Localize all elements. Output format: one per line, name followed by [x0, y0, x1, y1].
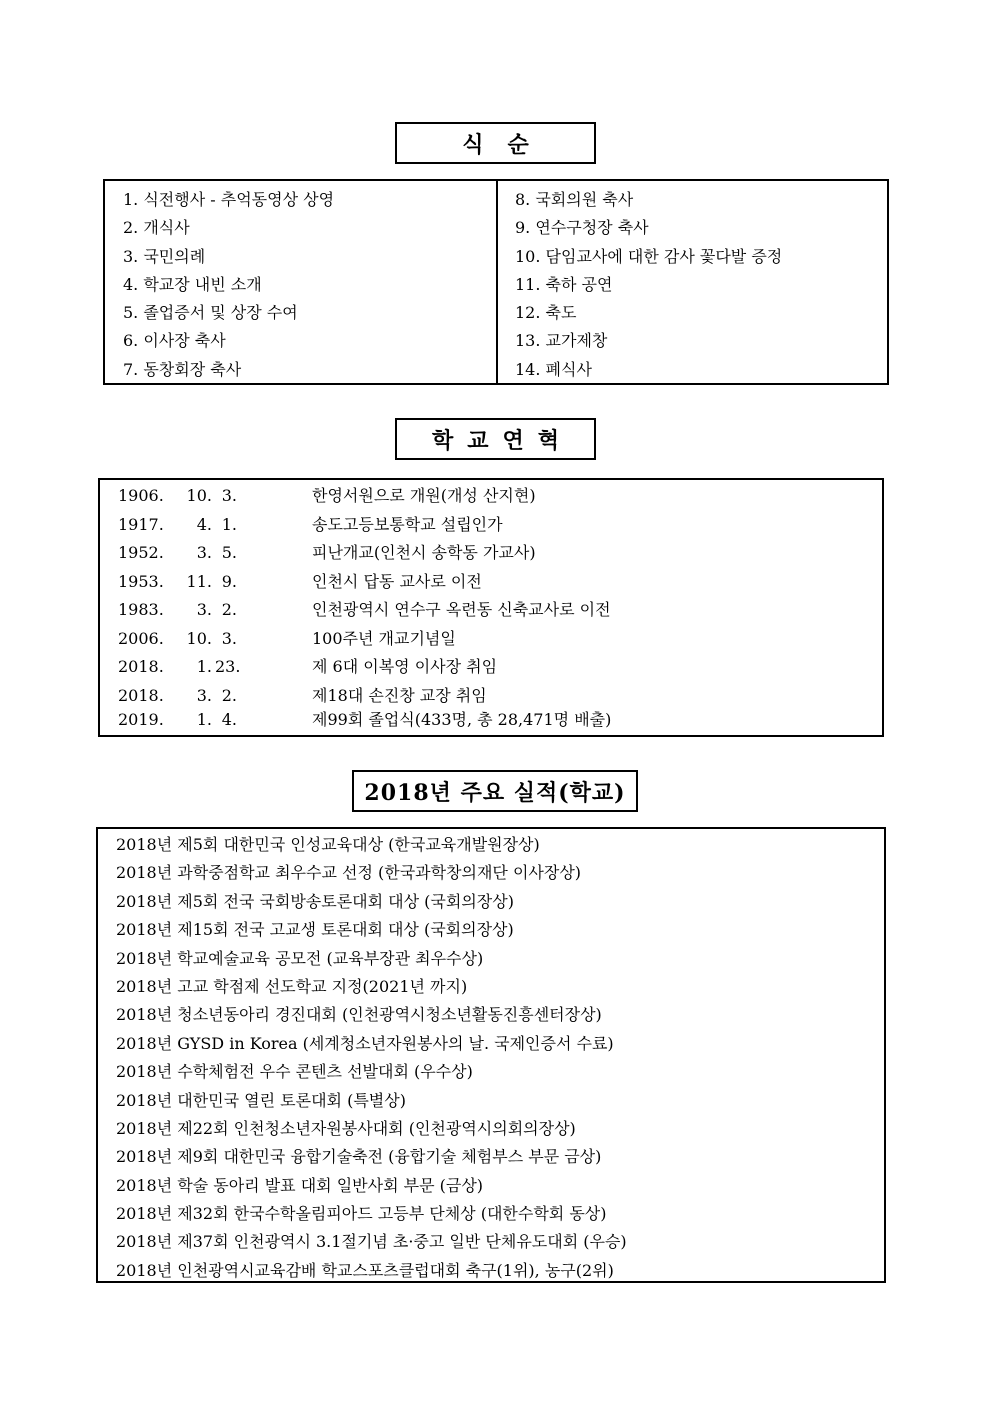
achievement-item: 2018년 제22회 인천청소년자원봉사대회 (인천광역시의회의장상)	[116, 1118, 576, 1138]
history-day: 23.	[215, 657, 241, 676]
ceremony-item: 6. 이사장 축사	[123, 331, 226, 351]
ceremony-item: 11. 축하 공연	[515, 274, 613, 294]
history-month: 3.	[196, 543, 212, 562]
achievements-list	[116, 831, 627, 1285]
history-event: 인천시 답동 교사로 이전	[312, 571, 482, 591]
history-day: 1.	[221, 514, 237, 534]
history-year: 1906.	[118, 486, 164, 505]
ceremony-order-table	[103, 179, 889, 385]
ceremony-title: 식순	[395, 122, 596, 164]
history-year: 2019.	[118, 710, 164, 729]
achievement-item: 2018년 청소년동아리 경진대회 (인천광역시청소년활동진흥센터장상)	[116, 1005, 602, 1025]
history-month: 11.	[186, 571, 212, 591]
history-day: 2.	[221, 685, 237, 705]
history-year: 2018.	[118, 685, 164, 705]
history-table	[98, 478, 884, 737]
ceremony-item: 9. 연수구청장 축사	[515, 218, 649, 238]
history-event: 피난개교(인천시 송학동 가교사)	[312, 543, 536, 562]
ceremony-item: 1. 식전행사 - 추억동영상 상영	[123, 190, 335, 209]
history-event: 한영서원으로 개원(개성 산지현)	[312, 486, 536, 505]
history-year: 1917.	[118, 514, 164, 534]
history-event: 제99회 졸업식(433명, 총 28,471명 배출)	[312, 710, 612, 729]
history-event: 송도고등보통학교 설립인가	[312, 514, 503, 534]
achievement-item: 2018년 제5회 대한민국 인성교육대상 (한국교육개발원장상)	[116, 835, 540, 854]
history-event: 제18대 손진창 교장 취임	[312, 685, 487, 705]
ceremony-item: 8. 국회의원 축사	[515, 190, 634, 209]
history-day: 4.	[221, 710, 237, 729]
column-divider	[496, 181, 498, 383]
history-event: 인천광역시 연수구 옥련동 신축교사로 이전	[312, 600, 611, 619]
achievement-item: 2018년 인천광역시교육감배 학교스포츠클럽대회 축구(1위), 농구(2위)	[116, 1260, 614, 1280]
ceremony-item: 13. 교가제창	[515, 331, 608, 351]
history-year: 1983.	[118, 600, 164, 619]
history-month: 1.	[196, 657, 212, 676]
achievement-item: 2018년 학술 동아리 발표 대회 일반사회 부문 (금상)	[116, 1175, 484, 1195]
ceremony-left-column	[123, 186, 334, 384]
history-title: 학교연혁	[395, 418, 596, 460]
ceremony-item: 14. 폐식사	[515, 359, 592, 379]
history-month: 3.	[196, 600, 212, 619]
achievement-item: 2018년 GYSD in Korea (세계청소년자원봉사의 날. 국제인증서 수료)	[116, 1033, 614, 1053]
ceremony-item: 10. 담임교사에 대한 감사 꽃다발 증정	[515, 246, 783, 266]
history-event: 제 6대 이복영 이사장 취임	[312, 657, 498, 676]
achievement-item: 2018년 대한민국 열린 토론대회 (특별상)	[116, 1090, 406, 1110]
ceremony-item: 7. 동창회장 축사	[123, 359, 242, 379]
history-day: 3.	[221, 628, 237, 648]
achievement-item: 2018년 제15회 전국 고교생 토론대회 대상 (국회의장상)	[116, 920, 514, 940]
achievement-item: 2018년 제32회 한국수학올림피아드 고등부 단체상 (대한수학회 동상)	[116, 1204, 607, 1224]
history-month: 10.	[186, 628, 212, 648]
history-day: 2.	[221, 600, 237, 619]
history-month: 3.	[196, 685, 212, 705]
achievement-item: 2018년 제9회 대한민국 융합기술축전 (융합기술 체험부스 부문 금상)	[116, 1147, 602, 1167]
achievement-item: 2018년 제5회 전국 국회방송토론대회 대상 (국회의장상)	[116, 891, 514, 911]
history-day: 5.	[221, 543, 237, 562]
history-year: 2018.	[118, 657, 164, 676]
achievements-title: 2018년 주요 실적(학교)	[352, 770, 638, 812]
history-year: 2006.	[118, 628, 164, 648]
history-month: 4.	[196, 514, 212, 534]
achievement-item: 2018년 학교예술교육 공모전 (교육부장관 최우수상)	[116, 948, 484, 968]
history-month: 1.	[196, 710, 212, 729]
ceremony-item: 12. 축도	[515, 303, 577, 323]
history-year: 1952.	[118, 543, 164, 562]
history-day: 3.	[221, 486, 237, 505]
history-day: 9.	[221, 571, 237, 591]
ceremony-right-column	[515, 186, 782, 384]
achievement-item: 2018년 수학체험전 우수 콘텐츠 선발대회 (우수상)	[116, 1062, 473, 1082]
ceremony-item: 2. 개식사	[123, 218, 190, 238]
history-month: 10.	[186, 486, 212, 505]
achievement-item: 2018년 고교 학점제 선도학교 지정(2021년 까지)	[116, 976, 468, 996]
achievement-item: 2018년 제37회 인천광역시 3.1절기념 초·중고 일반 단체유도대회 (우승)	[116, 1232, 627, 1252]
achievements-table	[96, 827, 886, 1283]
history-year: 1953.	[118, 571, 164, 591]
history-event: 100주년 개교기념일	[312, 628, 456, 648]
ceremony-item: 4. 학교장 내빈 소개	[123, 274, 262, 294]
achievement-item: 2018년 과학중점학교 최우수교 선정 (한국과학창의재단 이사장상)	[116, 863, 582, 883]
ceremony-item: 5. 졸업증서 및 상장 수여	[123, 303, 298, 323]
ceremony-item: 3. 국민의례	[123, 246, 206, 266]
